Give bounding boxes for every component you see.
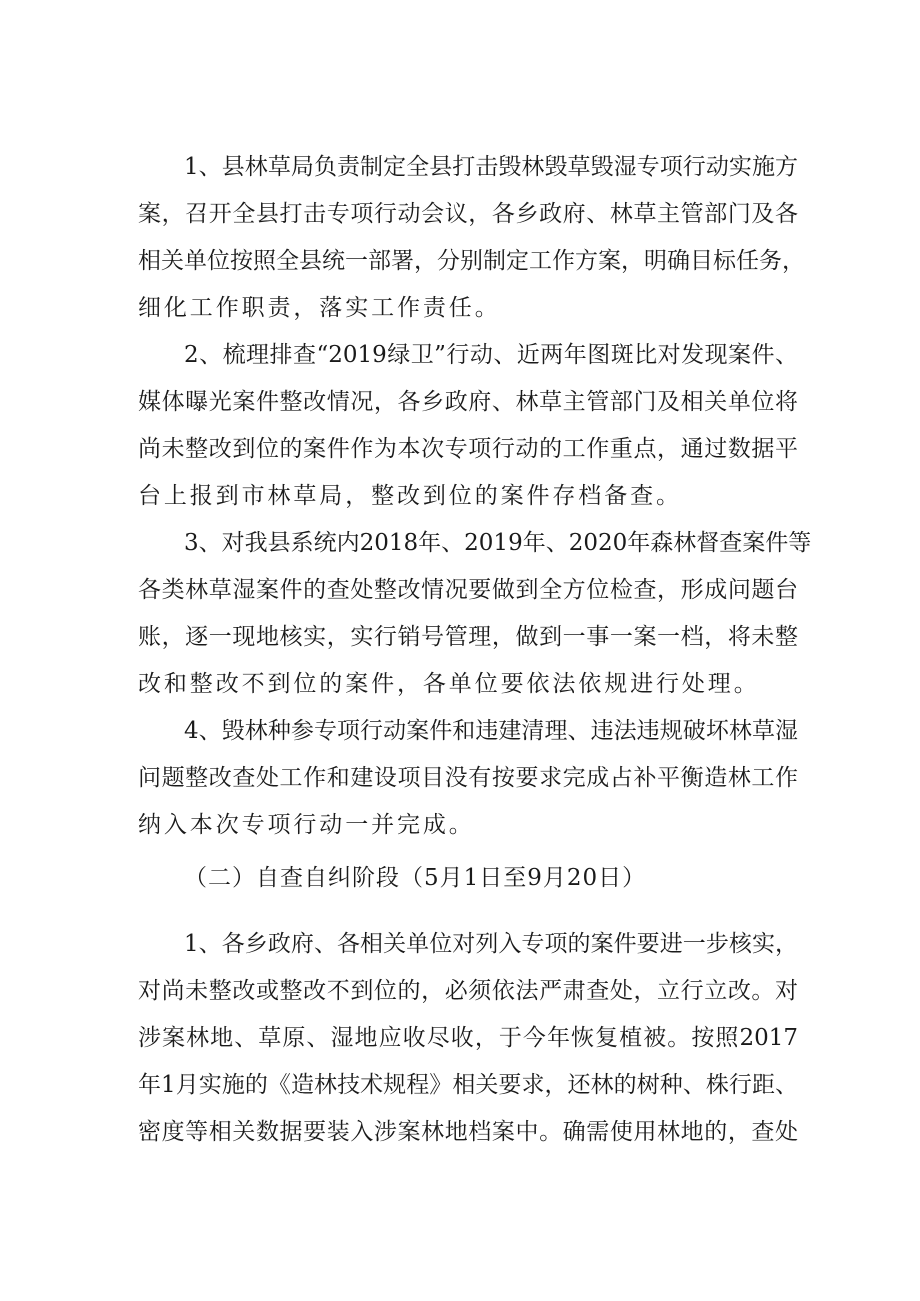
paragraph-line: 尚未整改到位的案件作为本次专项行动的工作重点，通过数据平: [138, 436, 798, 462]
paragraph-3: [138, 520, 812, 708]
paragraph-line: 纳入本次专项行动一并完成。: [138, 812, 475, 838]
paragraph-line: 各类林草湿案件的查处整改情况要做到全方位检查，形成问题台: [138, 577, 798, 603]
paragraph-line: 账，逐一现地核实，实行销号管理，做到一事一案一档，将未整: [138, 624, 798, 650]
paragraph-line: 1、县林草局负责制定全县打击毁林毁草毁湿专项行动实施方: [184, 154, 798, 180]
section-heading-text: （二）自查自纠阶段（5月1日至9月20日）: [184, 865, 647, 891]
paragraph-5: [138, 921, 798, 1156]
paragraph-line: 媒体曝光案件整改情况，各乡政府、林草主管部门及相关单位将: [138, 389, 798, 415]
paragraph-2: [138, 332, 798, 520]
paragraph-line: 1、各乡政府、各相关单位对列入专项的案件要进一步核实，: [184, 931, 798, 957]
paragraph-line: 细化工作职责，落实工作责任。: [138, 295, 501, 321]
section-heading: [138, 855, 798, 902]
paragraph-line: 改和整改不到位的案件，各单位要依法依规进行处理。: [138, 671, 760, 697]
paragraph-1: [138, 144, 805, 332]
paragraph-line: 涉案林地、草原、湿地应收尽收，于今年恢复植被。按照2017: [138, 1025, 798, 1051]
paragraph-line: 3、对我县系统内2018年、2019年、2020年森林督查案件等: [184, 530, 812, 556]
paragraph-line: 年1月实施的《造林技术规程》相关要求，还林的树种、株行距、: [138, 1072, 798, 1098]
paragraph-line: 相关单位按照全县统一部署，分别制定工作方案，明确目标任务，: [138, 248, 805, 274]
paragraph-line: 问题整改查处工作和建设项目没有按要求完成占补平衡造林工作: [138, 765, 798, 791]
paragraph-line: 4、毁林种参专项行动案件和违建清理、违法违规破坏林草湿: [184, 718, 798, 744]
paragraph-line: 案，召开全县打击专项行动会议，各乡政府、林草主管部门及各: [138, 201, 798, 227]
paragraph-line: 台上报到市林草局，整改到位的案件存档备查。: [138, 483, 682, 509]
paragraph-line: 对尚未整改或整改不到位的，必须依法严肃查处，立行立改。对: [138, 978, 798, 1004]
paragraph-line: 密度等相关数据要装入涉案林地档案中。确需使用林地的，查处: [138, 1119, 798, 1145]
paragraph-line: 2、梳理排查“2019绿卫”行动、近两年图斑比对发现案件、: [184, 342, 798, 368]
paragraph-4: [138, 708, 798, 849]
